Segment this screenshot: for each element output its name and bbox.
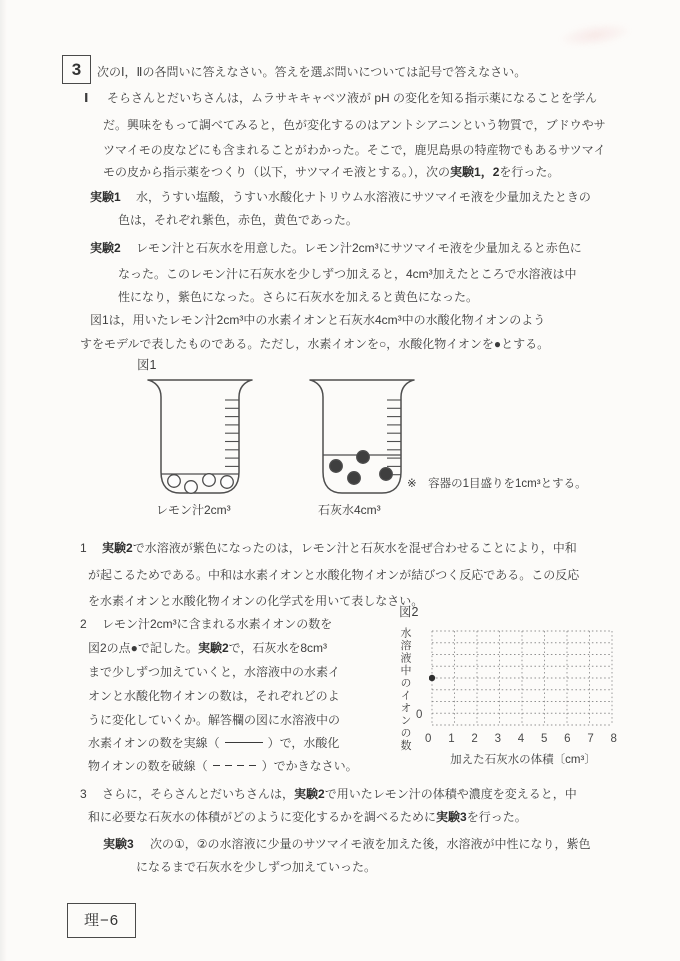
x-tick-label: 8 — [610, 733, 617, 745]
question3-line — [102, 786, 577, 802]
scan-smudge — [557, 19, 633, 51]
question1-number: 1 — [80, 541, 87, 555]
plotted-point — [429, 675, 435, 681]
figure2-chart — [429, 628, 617, 730]
section-intro-line — [103, 142, 606, 158]
text-segment: 和に必要な石灰水の体積がどのように変化するかを調べるために — [88, 810, 437, 824]
figure1-intro-line — [80, 336, 549, 352]
text-segment: うに変化していくか。解答欄の図に水溶液中の — [88, 713, 341, 727]
x-tick-label: 2 — [471, 733, 478, 745]
beaker-caption-lemon: レモン汁2cm³ — [156, 503, 231, 517]
experiment3-line — [150, 836, 591, 852]
text-segment: 図2の点●で記した。 — [88, 641, 198, 655]
x-tick-label: 6 — [564, 733, 571, 745]
question2-line — [102, 616, 332, 632]
text-segment: モの皮から指示薬をつくり（以下，サツマイモ液とする。），次の — [103, 165, 451, 179]
text-segment: 実験3 — [436, 810, 467, 824]
question2-line — [88, 712, 340, 728]
question2-line — [88, 758, 358, 774]
text-segment: 物イオンの数を破線（ — [88, 759, 208, 773]
experiment2-line — [118, 266, 577, 282]
text-segment: さらに，そらさんとだいちさんは， — [102, 787, 295, 801]
figure1-intro-line — [90, 312, 545, 328]
text-segment: 性になり，紫色になった。さらに石灰水を加えると黄色になった。 — [118, 290, 479, 304]
text-segment: になるまで石灰水を少しずつ加えていった。 — [136, 860, 377, 874]
text-segment: を行った。 — [466, 810, 527, 824]
hydroxide-ion-dot — [348, 472, 361, 485]
section-intro-line — [103, 164, 559, 180]
question2-line — [88, 640, 327, 656]
hydroxide-ion-dot — [330, 460, 343, 473]
beaker-limewater — [308, 376, 420, 502]
x-tick-label: 0 — [425, 733, 432, 745]
text-segment: オンと水酸化物イオンの数は，それぞれどのよ — [88, 689, 340, 703]
footer-page-box — [67, 903, 136, 938]
hydroxide-ion-dot — [380, 468, 393, 481]
question1-line — [88, 593, 423, 609]
text-segment: ツマイモの皮などにも含まれることがわかった。そこで，鹿児島県の特産物でもあるサツマイ — [103, 143, 606, 157]
text-segment: 実験2 — [197, 641, 229, 655]
text-segment: 水，うすい塩酸，うすい水酸化ナトリウム水溶液にサツマイモ液を少量加えたときの — [136, 190, 591, 204]
experiment3-line — [136, 859, 376, 875]
section-intro-line — [103, 117, 606, 133]
beaker-lemon-juice — [146, 376, 258, 502]
text-segment: そらさんとだいちさんは，ムラサキキャベツ液が pH の変化を知る指示薬になることを学ん — [107, 91, 598, 105]
question2-number: 2 — [80, 617, 87, 631]
text-segment: を行った。 — [499, 165, 560, 179]
figure2-origin-label: 0 — [416, 709, 423, 721]
x-tick-label: 5 — [540, 733, 548, 745]
beaker-outline — [310, 380, 414, 493]
experiment2-label: 実験2 — [90, 241, 121, 255]
beaker-outline — [148, 380, 252, 493]
instruction-line: 次のⅠ，Ⅱの各問いに答えなさい。答えを選ぶ問いについては記号で答えなさい。 — [97, 65, 527, 79]
x-tick-label: 3 — [494, 733, 501, 745]
x-tick-label: 4 — [517, 733, 525, 745]
hydrogen-ion-circle — [203, 474, 216, 487]
text-segment: だ。興味をもって調べてみると，色が変化するのはアントシアニンという物質で，ブドウやサ — [103, 118, 606, 132]
problem-number-box — [62, 55, 91, 84]
text-segment: 水素イオンの数を実線（ — [88, 736, 220, 750]
text-segment: なった。このレモン汁に石灰水を少しずつ加えると，4cm³加えたところで水溶液は中 — [118, 267, 577, 281]
section-intro-line — [107, 90, 597, 106]
figure1-label: 図1 — [137, 358, 157, 372]
text-segment: で，石灰水を8cm³ — [228, 641, 328, 655]
text-segment: 次の①，②の水溶液に少量のサツマイモ液を加えた後，水溶液が中性になり，紫色 — [150, 837, 591, 851]
text-segment: 実験2 — [294, 787, 325, 801]
figure1-note: ※ 容器の1目盛りを1cm³とする。 — [407, 478, 587, 490]
beaker-caption-limewater: 石灰水4cm³ — [318, 503, 381, 517]
question2-line — [88, 688, 340, 704]
experiment1-label: 実験1 — [90, 190, 121, 204]
question2-line — [88, 735, 339, 751]
question3-line — [88, 809, 527, 825]
experiment2-line — [136, 240, 582, 256]
text-segment: で水溶液が紫色になったのは，レモン汁と石灰水を混ぜ合わせることにより，中和 — [132, 541, 577, 555]
figure2-x-tick-labels — [425, 731, 617, 747]
hydroxide-ion-dot — [357, 451, 370, 464]
x-tick-label: 1 — [448, 733, 455, 745]
text-segment: 色は，それぞれ紫色，赤色，黄色であった。 — [118, 213, 358, 227]
question2-line — [88, 664, 340, 680]
scan-edge-shadow — [0, 0, 7, 961]
text-segment: まで少しずつ加えていくと，水溶液中の水素イ — [88, 665, 341, 679]
x-tick-label: 7 — [587, 733, 594, 745]
text-segment: レモン汁2cm³に含まれる水素イオンの数を — [102, 617, 333, 631]
text-segment: が起こるためである。中和は水素イオンと水酸化物イオンが結びつく反応である。この反応 — [88, 568, 580, 582]
section-numeral: Ⅰ — [84, 91, 89, 105]
hydrogen-ion-circle — [221, 476, 234, 489]
figure2-label: 図2 — [399, 605, 419, 619]
solid-line-sample — [225, 742, 263, 744]
experiment3-label: 実験3 — [103, 837, 134, 851]
problem-number: 3 — [71, 59, 82, 79]
hydrogen-ion-circle — [185, 481, 198, 494]
experiment2-line — [118, 289, 478, 305]
footer-page-number: 理−6 — [83, 911, 120, 929]
figure2-x-axis-label: 加えた石灰水の体積〔cm³〕 — [450, 754, 596, 766]
experiment1-line — [118, 212, 358, 228]
text-segment: 実験1，2 — [450, 165, 500, 179]
text-segment: を水素イオンと水酸化物イオンの化学式を用いて表しなさい。 — [88, 594, 424, 608]
question1-line — [102, 540, 577, 556]
text-segment: で用いたレモン汁の体積や濃度を変えると，中 — [324, 787, 577, 801]
question1-line — [88, 567, 579, 583]
question3-number: 3 — [80, 787, 87, 801]
experiment1-line — [136, 189, 591, 205]
figure2-y-axis-label: 水溶液中のイオンの数 — [399, 627, 411, 752]
text-segment: すをモデルで表したものである。ただし，水素イオンを○，水酸化物イオンを●とする。 — [80, 337, 550, 351]
text-segment: 図1は，用いたレモン汁2cm³中の水素イオンと石灰水4cm³中の水酸化物イオンのよう — [90, 313, 546, 327]
hydrogen-ion-circle — [168, 475, 181, 488]
text-segment: 実験2 — [102, 541, 133, 555]
text-segment: レモン汁と石灰水を用意した。レモン汁2cm³にサツマイモ液を少量加えると赤色に — [136, 241, 582, 255]
dashed-line-sample — [213, 765, 257, 767]
text-segment: ）で，水酸化 — [267, 736, 340, 750]
text-segment: ）でかきなさい。 — [261, 759, 358, 773]
